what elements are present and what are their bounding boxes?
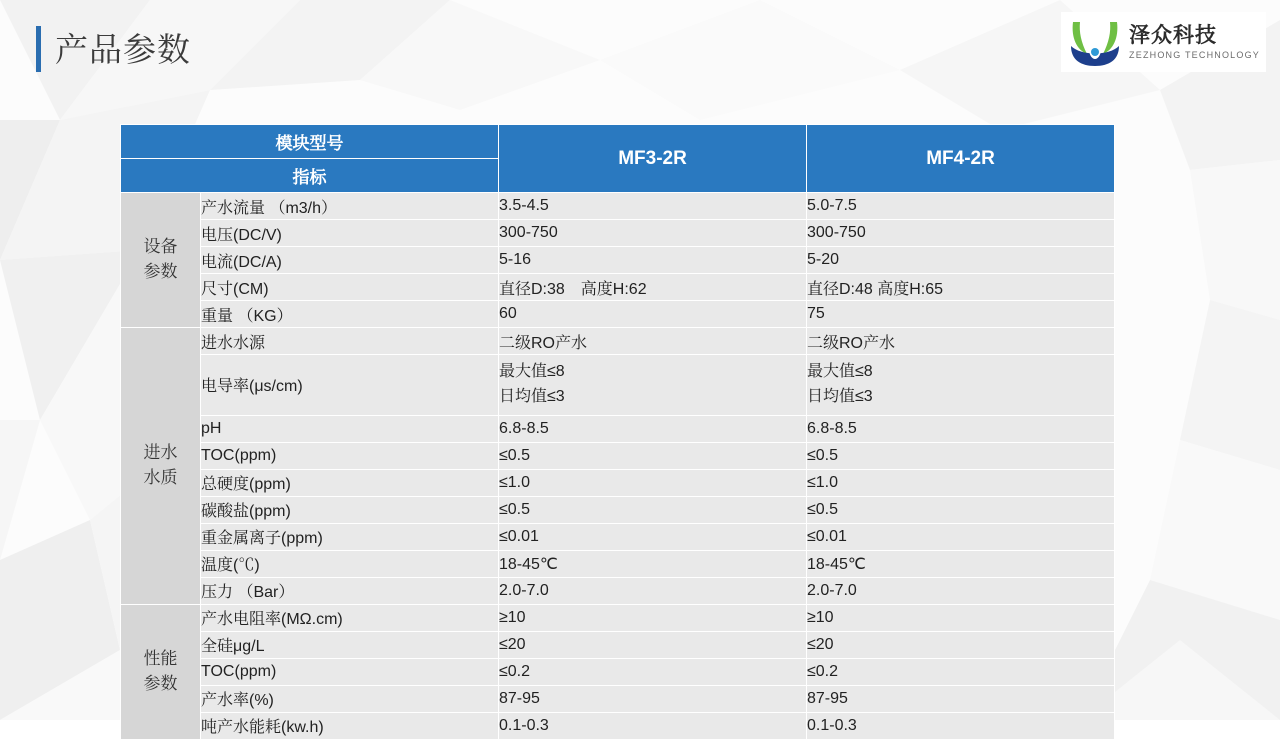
table-row	[121, 442, 1115, 469]
group-label-line1: 性能	[143, 648, 178, 668]
row-value-mf4: 直径D:48 高度H:65	[807, 274, 1115, 301]
table-row	[121, 301, 1115, 328]
row-value-mf3: 5-16	[499, 247, 807, 274]
table-row	[121, 193, 1115, 220]
row-label: 产水流量 （m3/h）	[201, 193, 499, 220]
row-value-mf4: 300-750	[807, 220, 1115, 247]
value-line-2: 日均值≤3	[807, 387, 873, 405]
spec-table-wrapper	[120, 124, 1114, 740]
group-label-line1: 进水	[143, 443, 178, 463]
row-value-mf3: ≤0.5	[499, 442, 807, 469]
row-value-mf4: ≥10	[807, 604, 1115, 631]
logo-text-block	[1129, 24, 1260, 59]
row-value-mf3: 0.1-0.3	[499, 712, 807, 739]
row-value-mf4: 二级RO产水	[807, 328, 1115, 355]
row-value-mf3: ≤0.2	[499, 658, 807, 685]
row-value-mf4: 2.0-7.0	[807, 577, 1115, 604]
table-row	[121, 685, 1115, 712]
row-value-mf3: ≤20	[499, 631, 807, 658]
row-label: 电导率(μs/cm)	[201, 355, 499, 416]
row-value-mf3: 300-750	[499, 220, 807, 247]
row-value-mf4: 6.8-8.5	[807, 415, 1115, 442]
group-label-feed-water	[121, 328, 201, 605]
row-value-mf3: ≤1.0	[499, 469, 807, 496]
table-row	[121, 415, 1115, 442]
row-label: 产水率(%)	[201, 685, 499, 712]
page-title: 产品参数	[55, 30, 191, 68]
row-value-mf3: 二级RO产水	[499, 328, 807, 355]
group-label-performance	[121, 604, 201, 739]
page-title-block	[36, 26, 191, 72]
title-accent-bar	[36, 26, 41, 72]
group-label-line2: 参数	[143, 673, 178, 693]
table-row	[121, 469, 1115, 496]
row-value-mf3: 2.0-7.0	[499, 577, 807, 604]
row-value-mf3: 直径D:38 高度H:62	[499, 274, 807, 301]
row-label: 温度(℃)	[201, 550, 499, 577]
row-label: 总硬度(ppm)	[201, 469, 499, 496]
table-row	[121, 274, 1115, 301]
table-row	[121, 247, 1115, 274]
row-value-mf3: 18-45℃	[499, 550, 807, 577]
group-label-line1: 设备	[143, 237, 178, 257]
value-line-1: 最大值≤8	[499, 363, 565, 380]
table-row	[121, 523, 1115, 550]
row-label: pH	[201, 415, 499, 442]
header-index-label: 指标	[121, 159, 499, 193]
table-row	[121, 220, 1115, 247]
row-label: 电流(DC/A)	[201, 247, 499, 274]
header-model-label: 模块型号	[121, 125, 499, 159]
row-label: TOC(ppm)	[201, 442, 499, 469]
row-value-mf3	[499, 355, 807, 416]
value-line-1: 最大值≤8	[807, 363, 873, 380]
group-label-line2: 参数	[143, 262, 178, 281]
row-value-mf4: ≤0.5	[807, 496, 1115, 523]
row-value-mf3: 87-95	[499, 685, 807, 712]
row-label: 进水水源	[201, 328, 499, 355]
table-row	[121, 604, 1115, 631]
row-value-mf3: 60	[499, 301, 807, 328]
row-value-mf4: 5.0-7.5	[807, 193, 1115, 220]
table-row	[121, 550, 1115, 577]
row-value-mf3: ≤0.01	[499, 523, 807, 550]
row-value-mf4: 5-20	[807, 247, 1115, 274]
table-row	[121, 712, 1115, 739]
table-row	[121, 658, 1115, 685]
row-label: 全硅μg/L	[201, 631, 499, 658]
table-header-row-1	[121, 125, 1115, 159]
table-row	[121, 496, 1115, 523]
row-label: 尺寸(CM)	[201, 274, 499, 301]
row-label: TOC(ppm)	[201, 658, 499, 685]
row-label: 碳酸盐(ppm)	[201, 496, 499, 523]
logo-name-en: ZEZHONG TECHNOLOGY	[1129, 49, 1260, 60]
row-value-mf4: ≤0.5	[807, 442, 1115, 469]
row-value-mf3: ≤0.5	[499, 496, 807, 523]
row-label: 电压(DC/V)	[201, 220, 499, 247]
header-column-mf4: MF4-2R	[807, 125, 1115, 193]
row-value-mf4: 18-45℃	[807, 550, 1115, 577]
row-value-mf4: 0.1-0.3	[807, 712, 1115, 739]
row-value-mf4: ≤0.01	[807, 523, 1115, 550]
group-label-line2: 水质	[143, 467, 178, 487]
row-value-mf4: ≤0.2	[807, 658, 1115, 685]
table-row	[121, 631, 1115, 658]
row-value-mf4: ≤20	[807, 631, 1115, 658]
logo-name-cn: 泽众科技	[1129, 24, 1218, 48]
row-label: 产水电阻率(MΩ.cm)	[201, 604, 499, 631]
table-row	[121, 355, 1115, 416]
value-line-2: 日均值≤3	[499, 387, 565, 405]
row-value-mf4: 75	[807, 301, 1115, 328]
table-row	[121, 577, 1115, 604]
group-label-equipment	[121, 193, 201, 328]
header-column-mf3: MF3-2R	[499, 125, 807, 193]
row-value-mf4: 87-95	[807, 685, 1115, 712]
row-value-mf3: 3.5-4.5	[499, 193, 807, 220]
company-logo	[1061, 12, 1266, 72]
table-row	[121, 328, 1115, 355]
row-value-mf4: ≤1.0	[807, 469, 1115, 496]
row-label: 吨产水能耗(kw.h)	[201, 712, 499, 739]
row-label: 压力 （Bar）	[201, 577, 499, 604]
row-value-mf4	[807, 355, 1115, 416]
row-label: 重量 （KG）	[201, 301, 499, 328]
row-value-mf3: ≥10	[499, 604, 807, 631]
logo-mark-icon	[1067, 16, 1123, 68]
row-value-mf3: 6.8-8.5	[499, 415, 807, 442]
row-label: 重金属离子(ppm)	[201, 523, 499, 550]
spec-table	[120, 124, 1115, 740]
